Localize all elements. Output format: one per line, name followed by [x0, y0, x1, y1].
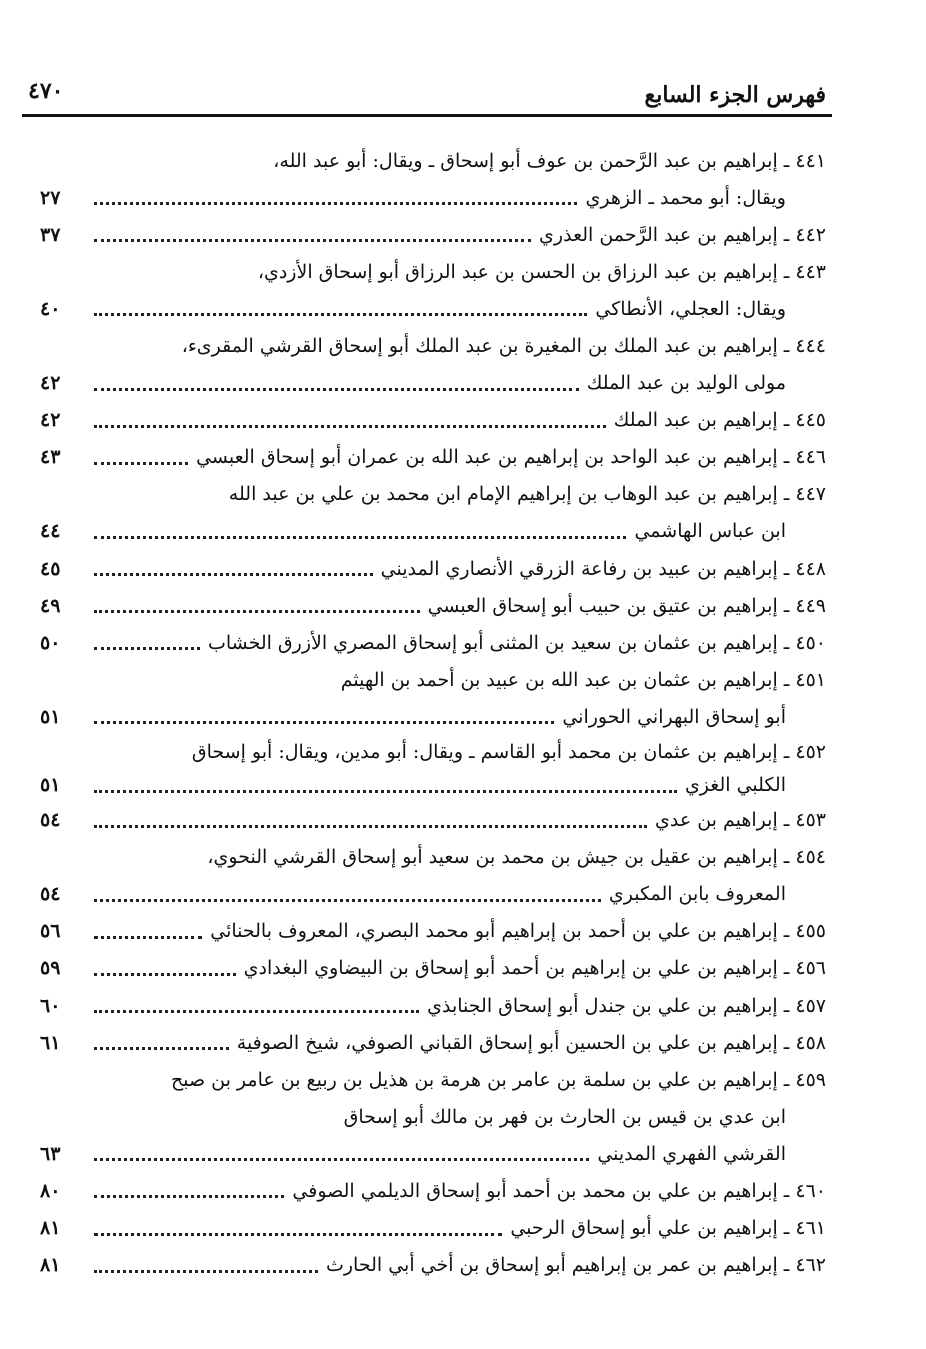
index-line	[40, 950, 826, 987]
dot-leader	[94, 239, 531, 242]
index-line	[40, 736, 826, 769]
dot-leader	[94, 313, 587, 316]
entry-page-number: ٥١	[40, 705, 61, 728]
entry-text: مولى الوليد بن عبد الملك	[586, 372, 786, 395]
index-line	[40, 769, 826, 802]
entry-page-number: ٥٤	[40, 809, 61, 832]
entry-text: ابن عدي بن قيس بن الحارث بن فهر بن مالك أبو إسحاق	[343, 1105, 786, 1128]
header-rule	[22, 114, 832, 117]
dot-leader	[94, 790, 677, 793]
dot-leader	[94, 973, 236, 976]
entry-text: ٤٦٠ ـ إبراهيم بن علي بن محمد بن أحمد أبو إسحاق الديلمي الصوفي	[292, 1179, 826, 1202]
index-line	[40, 439, 826, 476]
entry-page-number: ٦٠	[40, 994, 61, 1017]
entry-page-number: ٥٤	[40, 883, 61, 906]
dot-leader	[94, 573, 373, 576]
entry-text: الكلبي الغزي	[684, 774, 786, 796]
index-line	[40, 179, 826, 216]
dot-leader	[94, 425, 606, 428]
entry-text: المعروف بابن المكبري	[608, 883, 786, 906]
dot-leader	[94, 1158, 589, 1161]
index-line	[40, 802, 826, 839]
entry-page-number: ٤٩	[40, 594, 61, 617]
index-line	[40, 290, 826, 327]
index-line	[40, 839, 826, 876]
header-title: فهرس الجزء السابع	[644, 82, 826, 108]
entry-page-number: ٤٥	[40, 557, 61, 580]
entry-page-number: ٨١	[40, 1254, 61, 1277]
entry-page-number: ٣٧	[40, 223, 61, 246]
index-line	[40, 216, 826, 253]
entry-text: ٤٥٨ ـ إبراهيم بن علي بن الحسين أبو إسحاق القباني الصوفي، شيخ الصوفية	[236, 1031, 826, 1054]
index-line	[40, 876, 826, 913]
entry-text: ٤٦٢ ـ إبراهيم بن عمر بن إبراهيم أبو إسحاق بن أخي أبي الحارث	[325, 1254, 826, 1277]
index-line	[40, 142, 826, 179]
entry-page-number: ٢٧	[40, 186, 61, 209]
entry-text: ٤٦١ ـ إبراهيم بن علي أبو إسحاق الرحبي	[510, 1217, 826, 1240]
header-page-number: ٤٧٠	[28, 78, 64, 104]
dot-leader	[94, 1270, 318, 1273]
entry-text: ٤٤٤ ـ إبراهيم بن عبد الملك بن المغيرة بن عبد الملك أبو إسحاق القرشي المقرىء،	[181, 335, 826, 358]
index-line	[40, 476, 826, 513]
index-line	[40, 661, 826, 698]
entry-text: أبو إسحاق البهراني الحوراني	[562, 705, 786, 728]
index-line	[40, 698, 826, 735]
entry-text: ٤٤٣ ـ إبراهيم بن عبد الرزاق بن الحسن بن عبد الرزاق أبو إسحاق الأزدي،	[257, 260, 826, 283]
entry-page-number: ٥١	[40, 774, 61, 796]
entry-text: ٤٤٦ ـ إبراهيم بن عبد الواحد بن إبراهيم بن عبد الله بن عمران أبو إسحاق العبسي	[196, 446, 826, 469]
dot-leader	[94, 825, 647, 828]
dot-leader	[94, 1010, 419, 1013]
index-line	[40, 1135, 826, 1172]
entry-page-number: ٤٤	[40, 520, 61, 543]
index-line	[40, 1061, 826, 1098]
entry-text: القرشي الفهري المديني	[597, 1142, 786, 1165]
dot-leader	[94, 899, 601, 902]
dot-leader	[94, 647, 200, 650]
entry-page-number: ٥٠	[40, 631, 61, 654]
index-line	[40, 1210, 826, 1247]
entry-text: ٤٥٧ ـ إبراهيم بن علي بن جندل أبو إسحاق الجنابذي	[427, 994, 826, 1017]
entry-text: ٤٥٦ ـ إبراهيم بن علي بن إبراهيم بن أحمد أبو إسحاق بن البيضاوي البغدادي	[243, 957, 826, 980]
entry-text: ٤٥١ ـ إبراهيم بن عثمان بن عبد الله بن عبيد بن أحمد بن الهيثم	[340, 668, 826, 691]
index-line	[40, 402, 826, 439]
index-line	[40, 513, 826, 550]
entry-text: ٤٥٤ ـ إبراهيم بن عقيل بن جيش بن محمد بن سعيد أبو إسحاق القرشي النحوي،	[207, 846, 826, 869]
index-line	[40, 1172, 826, 1209]
index-line	[40, 987, 826, 1024]
dot-leader	[94, 388, 579, 391]
entry-page-number: ٨١	[40, 1217, 61, 1240]
entry-page-number: ٦٣	[40, 1142, 61, 1165]
dot-leader	[94, 721, 554, 724]
entry-page-number: ٨٠	[40, 1179, 61, 1202]
index-line	[40, 1024, 826, 1061]
entry-text: ٤٥٥ ـ إبراهيم بن علي بن أحمد بن إبراهيم أبو محمد البصري، المعروف بالحنائي	[210, 920, 826, 943]
index-list	[40, 142, 826, 1284]
entry-page-number: ٤٢	[40, 409, 61, 432]
index-line	[40, 550, 826, 587]
dot-leader	[94, 1195, 284, 1198]
entry-text: ٤٤٢ ـ إبراهيم بن عبد الرَّحمن العذري	[539, 223, 826, 246]
entry-text: ويقال: العجلي، الأنطاكي	[595, 297, 786, 320]
dot-leader	[94, 936, 202, 939]
index-line	[40, 624, 826, 661]
dot-leader	[94, 536, 626, 539]
entry-page-number: ٤٢	[40, 372, 61, 395]
dot-leader	[94, 1047, 229, 1050]
running-header	[28, 72, 826, 112]
entry-text: ابن عباس الهاشمي	[634, 520, 786, 543]
index-line	[40, 327, 826, 364]
entry-text: ٤٥٩ ـ إبراهيم بن علي بن سلمة بن عامر بن هرمة بن هذيل بن ربيع بن عامر بن صبح	[170, 1068, 826, 1091]
entry-text: ٤٤٧ ـ إبراهيم بن عبد الوهاب بن إبراهيم الإمام ابن محمد بن علي بن عبد الله	[228, 483, 826, 506]
index-line	[40, 913, 826, 950]
index-line	[40, 1098, 826, 1135]
entry-page-number: ٥٦	[40, 920, 61, 943]
entry-page-number: ٤٣	[40, 446, 61, 469]
index-line	[40, 1247, 826, 1284]
entry-text: ٤٥٢ ـ إبراهيم بن عثمان بن محمد أبو القاسم ـ ويقال: أبو مدين، ويقال: أبو إسحاق	[191, 741, 826, 763]
entry-page-number: ٤٠	[40, 297, 61, 320]
entry-text: ويقال: أبو محمد ـ الزهري	[585, 186, 786, 209]
entry-text: ٤٥٣ ـ إبراهيم بن عدي	[654, 809, 826, 832]
entry-text: ٤٥٠ ـ إبراهيم بن عثمان بن سعيد بن المثنى أبو إسحاق المصري الأزرق الخشاب	[207, 631, 826, 654]
dot-leader	[94, 1233, 502, 1236]
dot-leader	[94, 202, 577, 205]
index-line	[40, 253, 826, 290]
entry-text: ٤٤٨ ـ إبراهيم بن عبيد بن رفاعة الزرقي الأنصاري المديني	[380, 557, 826, 580]
entry-text: ٤٤٩ ـ إبراهيم بن عتيق بن حبيب أبو إسحاق العبسي	[427, 594, 826, 617]
entry-text: ٤٤١ ـ إبراهيم بن عبد الرَّحمن بن عوف أبو إسحاق ـ ويقال: أبو عبد الله،	[273, 149, 826, 172]
dot-leader	[94, 462, 188, 465]
index-line	[40, 365, 826, 402]
index-line	[40, 587, 826, 624]
entry-text: ٤٤٥ ـ إبراهيم بن عبد الملك	[613, 409, 826, 432]
dot-leader	[94, 610, 420, 613]
entry-page-number: ٥٩	[40, 957, 61, 980]
entry-page-number: ٦١	[40, 1031, 61, 1054]
